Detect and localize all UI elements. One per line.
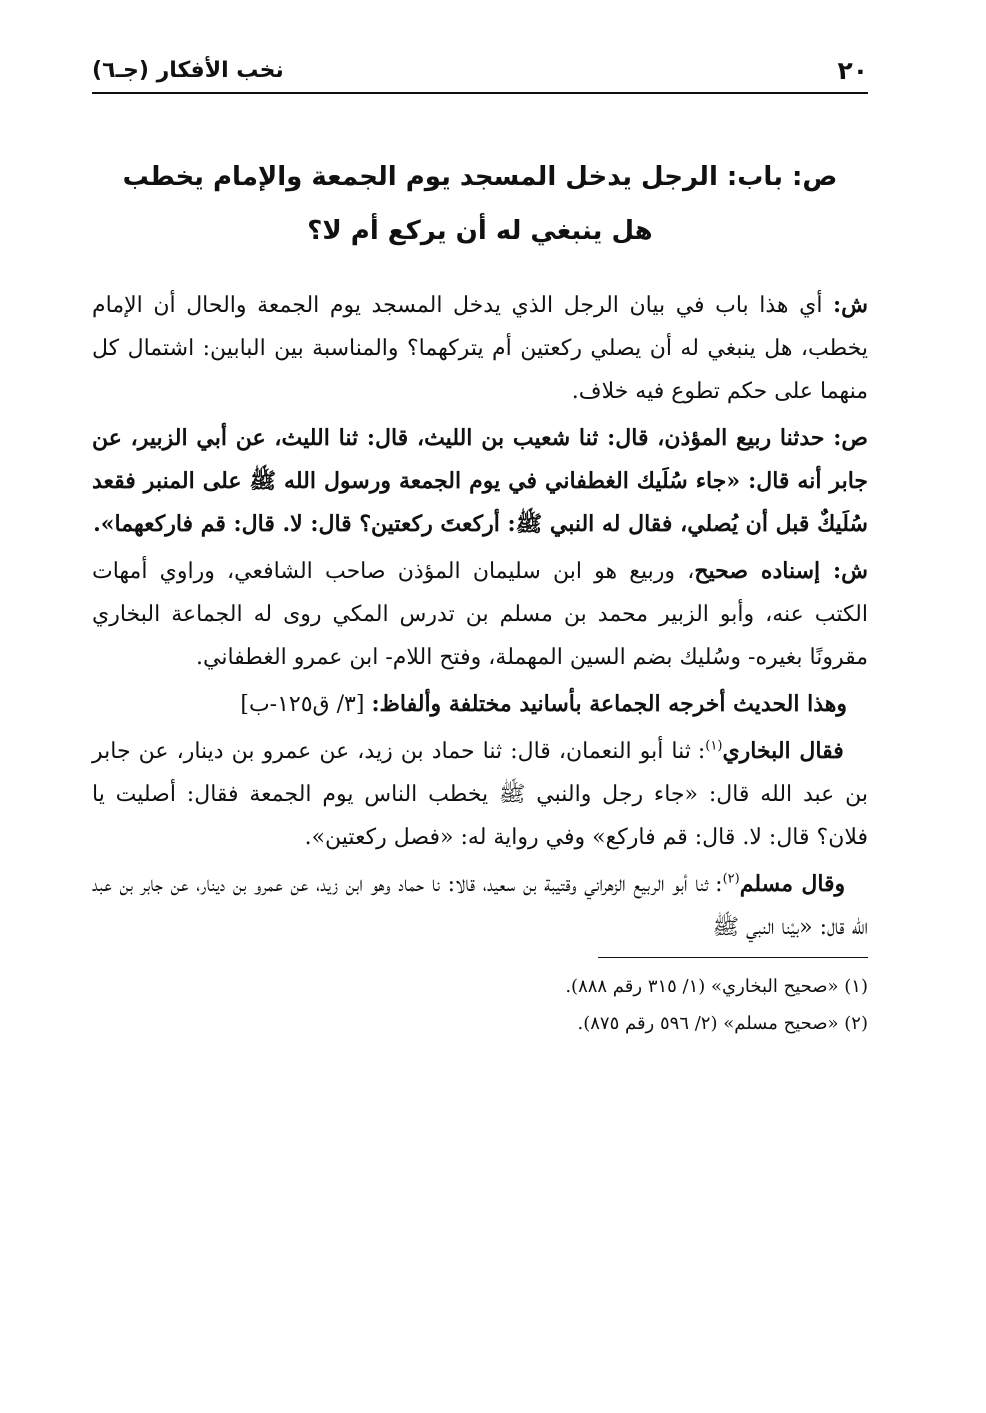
text-marker: ص: xyxy=(833,425,868,451)
main-text xyxy=(92,284,868,949)
paragraph-muslim xyxy=(92,863,868,949)
footnote-ref-1[interactable]: (١) xyxy=(705,738,723,754)
footnotes xyxy=(92,968,868,1042)
paragraph-text: : ثنا أبو النعمان، قال: ثنا حماد بن زيد، عن عمرو بن دينار، عن جابر بن عبد الله قال: «جاء رجل والنبي ﷺ يخطب الناس يوم الجمعة فقال: أصليت يا فلان؟ قال: لا. قال: قم فاركع» وفي رواية له: «فصل ركعتين». xyxy=(92,739,868,850)
chapter-title-line-1: ص: باب: الرجل يدخل المسجد يوم الجمعة والإمام يخطب xyxy=(122,162,838,192)
paragraph-text: حدثنا ربيع المؤذن، قال: ثنا شعيب بن الليث، قال: ثنا الليث، عن أبي الزبير، عن جابر أنه قال: «جاء سُلَيك الغطفاني في يوم الجمعة ورسول الله ﷺ على المنبر فقعد سُلَيكٌ قبل أن يُصلي، فقال له النبي ﷺ: أركعتَ ركعتين؟ قال: لا. قال: قم فاركعهما». xyxy=(92,425,868,537)
paragraph-text: أي هذا باب في بيان الرجل الذي يدخل المسجد يوم الجمعة والحال أن الإمام يخطب، هل ينبغي له أن يصلي ركعتين أم يتركهما؟ والمناسبة بين البابين: اشتمال كل منهما على حكم تطوع فيه خلاف. xyxy=(92,293,868,404)
commentary-marker: ش: xyxy=(833,292,869,318)
takhrij-heading: وهذا الحديث أخرجه الجماعة بأسانيد مختلفة وألفاظ: xyxy=(371,691,848,717)
isnad-verdict: إسناده صحيح xyxy=(694,558,833,584)
paragraph-takhrij-intro xyxy=(92,683,868,726)
paragraph-isnad-commentary xyxy=(92,550,868,679)
book-page xyxy=(92,52,868,1042)
book-title: نخب الأفكار (جـ٦) xyxy=(92,58,284,83)
manuscript-reference: [٣/ ق١٢٥-ب] xyxy=(240,692,372,717)
commentary-marker: ش: xyxy=(833,558,868,584)
paragraph-text: : ثنا أبو الربيع الزهراني وقتيبة بن سعيد، قالا: نا حماد وهو ابن زيد، عن عمرو بن دينار، عن جابر بن عبد الله قال: «بيْنا النبي ﷺ xyxy=(92,872,868,940)
page-number: ٢٠ xyxy=(837,56,868,85)
chapter-title xyxy=(92,150,868,258)
paragraph-commentary-intro xyxy=(92,284,868,413)
source-name-bukhari: فقال البخاري xyxy=(722,738,844,764)
paragraph-text: ، وربيع هو ابن سليمان المؤذن صاحب الشافعي، وراوي أمهات الكتب عنه، وأبو الزبير محمد بن مسلم بن تدرس المكي روى له الجماعة البخاري مقرونًا بغيره- وسُليك بضم السين المهملة، وفتح اللام- ابن عمرو الغطفاني. xyxy=(92,559,868,670)
chapter-title-line-2: هل ينبغي له أن يركع أم لا؟ xyxy=(307,216,653,246)
source-name-muslim: وقال مسلم xyxy=(739,871,846,897)
paragraph-bukhari xyxy=(92,730,868,859)
footnote-separator xyxy=(598,957,868,958)
running-head xyxy=(92,52,868,94)
footnote-ref-2[interactable]: (٢) xyxy=(722,871,740,887)
paragraph-hadith-text xyxy=(92,417,868,546)
footnote-1: (١) «صحيح البخاري» (١/ ٣١٥ رقم ٨٨٨). xyxy=(565,976,868,997)
footnote-2: (٢) «صحيح مسلم» (٢/ ٥٩٦ رقم ٨٧٥). xyxy=(577,1013,868,1034)
